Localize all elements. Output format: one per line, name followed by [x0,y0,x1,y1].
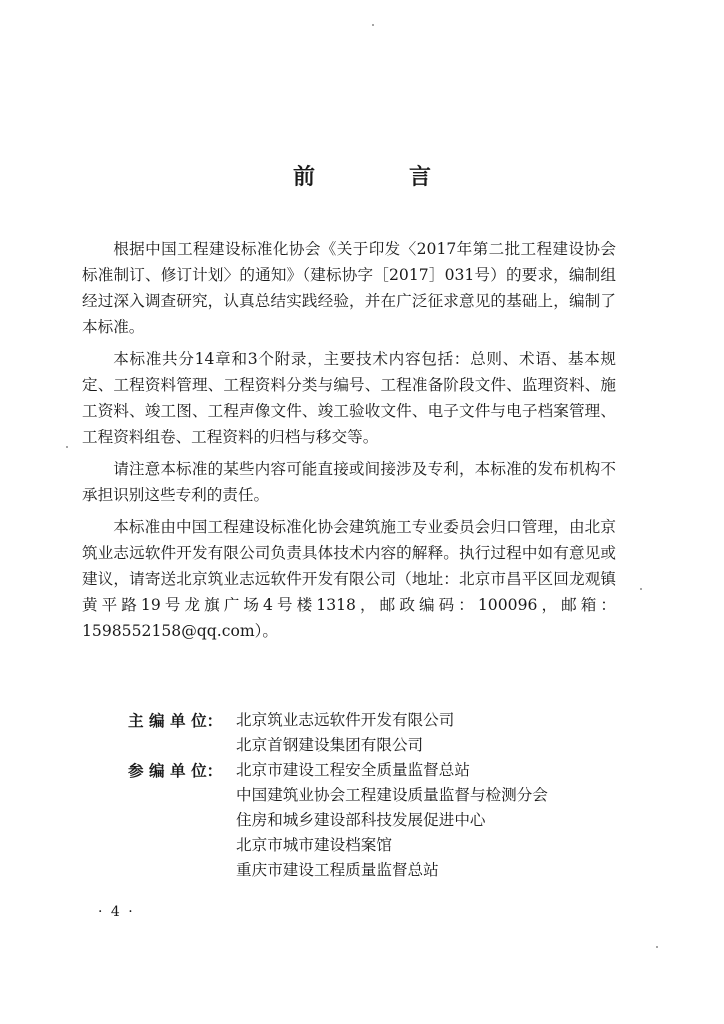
paragraph-contents: 本标准共分14章和3个附录，主要技术内容包括：总则、术语、基本规定、工程资料管理、工程资料分类与编号、工程准备阶段文件、监理资料、施工资料、竣工图、工程声像文件、竣工验收文件、电子文件与电子档案管理、工程资料组卷、工程资料的归档与移交等。 [82,350,616,446]
page-title: 前 言 [292,164,467,190]
participating-unit-name: 重庆市建设工程质量监督总站 [236,861,439,879]
scan-speck [656,946,658,948]
preface-body [82,236,616,650]
page-number: · 4 · [98,904,135,920]
chief-unit-name: 北京首钢建设集团有限公司 [236,736,424,754]
paragraph-background: 根据中国工程建设标准化协会《关于印发〈2017年第二批工程建设协会标准制订、修订计划〉的通知》（建标协字［2017］031号）的要求，编制组经过深入调查研究，认真总结实践经验，并在广泛征求意见的基础上，编制了本标准。 [82,240,616,336]
chief-unit-name: 北京筑业志远软件开发有限公司 [236,711,455,729]
participating-units-label: 参 编 单 位： [128,761,223,780]
participating-units-list [236,758,548,883]
participating-unit-name: 住房和城乡建设部科技发展促进中心 [236,811,486,829]
editing-units [128,708,548,883]
chief-units-list [236,708,454,758]
participating-unit-name: 中国建筑业协会工程建设质量监督与检测分会 [236,786,548,804]
chief-units-label: 主 编 单 位： [128,711,223,730]
scan-speck [640,588,642,590]
scan-speck [66,446,68,448]
scan-speck [372,24,374,26]
paragraph-patent-notice: 请注意本标准的某些内容可能直接或间接涉及专利，本标准的发布机构不承担识别这些专利的责任。 [82,460,616,504]
participating-unit-name: 北京市城市建设档案馆 [236,836,392,854]
participating-unit-name: 北京市建设工程安全质量监督总站 [236,761,470,779]
chief-units-row [128,708,548,758]
paragraph-management: 本标准由中国工程建设标准化协会建筑施工专业委员会归口管理，由北京筑业志远软件开发有限公司负责具体技术内容的解释。执行过程中如有意见或建议，请寄送北京筑业志远软件开发有限公司（地址：北京市昌平区回龙观镇黄平路19号龙旗广场4号楼1318，邮政编码：100096，邮箱：1598552158@qq.com）。 [82,518,616,640]
participating-units-row [128,758,548,883]
